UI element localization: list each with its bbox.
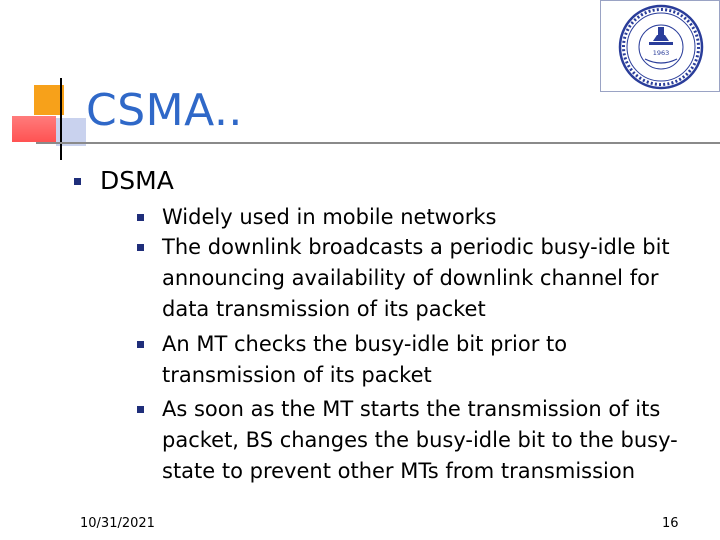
level2-item-text: As soon as the MT starts the transmission of its packet, BS changes the busy-idle bit to the busy-state to prevent other MTs from transmission: [162, 397, 678, 483]
level2-item-text: The downlink broadcasts a periodic busy-idle bit announcing availability of downlink channel for data transmission of its packet: [162, 235, 670, 321]
bullet-marker: [137, 244, 144, 251]
university-logo: [600, 0, 720, 92]
bullet-marker: [137, 214, 144, 221]
level2-item-text: An MT checks the busy-idle bit prior to transmission of its packet: [162, 332, 568, 387]
bullet-marker: [137, 406, 144, 413]
footer-page-number: 16: [662, 516, 679, 531]
decorative-red-square: [12, 116, 56, 142]
logo-year: 1963: [652, 49, 670, 57]
footer-date: 10/31/2021: [80, 516, 155, 531]
slide-title: CSMA..: [86, 85, 243, 136]
title-underline: [36, 142, 720, 144]
bullet-marker: [137, 341, 144, 348]
level1-item-text: DSMA: [100, 166, 174, 195]
decorative-vertical-line: [60, 78, 62, 160]
bullet-marker: [74, 178, 81, 185]
university-seal-icon: [601, 1, 720, 93]
level2-item-text: Widely used in mobile networks: [162, 205, 497, 229]
